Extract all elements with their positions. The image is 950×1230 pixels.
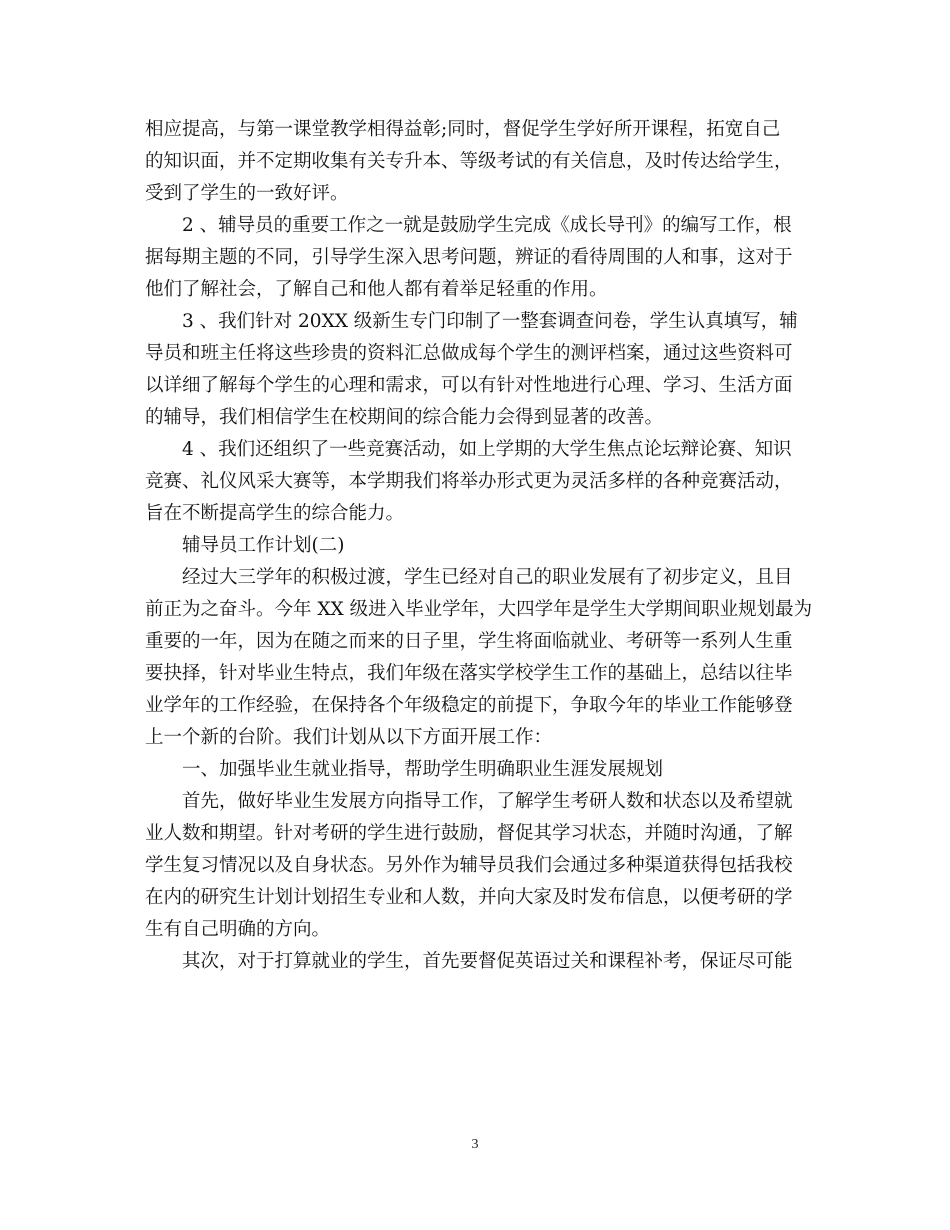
text-line: 经过大三学年的积极过渡，学生已经对自己的职业发展有了初步定义，且目 — [182, 567, 793, 588]
text-line: 导员和班主任将这些珍贵的资料汇总做成每个学生的测评档案，通过这些资料可 — [145, 343, 793, 364]
paragraph-item-2 — [145, 210, 805, 306]
text-line: 要抉择，针对毕业生特点，我们年级在落实学校学生工作的基础上，总结以往毕 — [145, 663, 793, 684]
paragraph-intro-continuation — [145, 114, 805, 210]
text-line: 受到了学生的一致好评。 — [145, 183, 349, 204]
text-line: 竞赛、礼仪风采大赛等，本学期我们将举办形式更为灵活多样的各种竞赛活动， — [145, 471, 793, 492]
text-line: 其次，对于打算就业的学生，首先要督促英语过关和课程补考，保证尽可能 — [182, 951, 793, 972]
text-line: 他们了解社会，了解自己和他人都有着举足轻重的作用。 — [145, 279, 608, 300]
text-line: 据每期主题的不同，引导学生深入思考问题，辨证的看待周围的人和事，这对于 — [145, 247, 793, 268]
paragraph-second-point — [145, 946, 805, 978]
text-line: 业人数和期望。针对考研的学生进行鼓励，督促其学习状态，并随时沟通，了解 — [145, 823, 793, 844]
paragraph-plan-intro — [145, 562, 813, 754]
paragraph-item-4 — [145, 434, 805, 530]
text-line: 生有自己明确的方向。 — [145, 919, 331, 940]
page-number: 3 — [471, 1137, 479, 1152]
text-line: 相应提高，与第一课堂教学相得益彰;同时，督促学生学好所开课程，拓宽自己 — [145, 119, 781, 140]
text-line: 上一个新的台阶。我们计划从以下方面开展工作： — [145, 727, 553, 748]
text-line: 的辅导，我们相信学生在校期间的综合能力会得到显著的改善。 — [145, 407, 664, 428]
heading-text: 辅导员工作计划(二) — [182, 535, 345, 556]
text-line: 在内的研究生计划计划招生专业和人数，并向大家及时发布信息，以便考研的学 — [145, 887, 793, 908]
text-line: 2 、辅导员的重要工作之一就是鼓励学生完成《成长导刊》的编写工作，根 — [182, 215, 792, 236]
text-line: 4 、我们还组织了一些竞赛活动，如上学期的大学生焦点论坛辩论赛、知识 — [182, 439, 792, 460]
text-line: 首先，做好毕业生发展方向指导工作，了解学生考研人数和状态以及希望就 — [182, 791, 793, 812]
text-line: 重要的一年，因为在随之而来的日子里，学生将面临就业、考研等一系列人生重 — [145, 631, 793, 652]
paragraph-first-point — [145, 786, 805, 946]
text-line: 3 、我们针对 20XX 级新生专门印制了一整套调查问卷，学生认真填写，辅 — [182, 311, 798, 332]
document-body — [145, 114, 813, 978]
text-line: 以详细了解每个学生的心理和需求，可以有针对性地进行心理、学习、生活方面 — [145, 375, 793, 396]
text-line: 的知识面，并不定期收集有关专升本、等级考试的有关信息，及时传达给学生， — [145, 151, 793, 172]
text-line: 学生复习情况以及自身状态。另外作为辅导员我们会通过多种渠道获得包括我校 — [145, 855, 793, 876]
section-heading-plan-two — [145, 530, 805, 562]
paragraph-item-3 — [145, 306, 805, 434]
heading-text: 一、加强毕业生就业指导，帮助学生明确职业生涯发展规划 — [182, 759, 664, 780]
text-line: 前正为之奋斗。今年 XX 级进入毕业学年，大四学年是学生大学期间职业规划最为 — [145, 599, 813, 620]
text-line: 旨在不断提高学生的综合能力。 — [145, 503, 405, 524]
section-heading-employment-guidance — [145, 754, 805, 786]
text-line: 业学年的工作经验，在保持各个年级稳定的前提下，争取今年的毕业工作能够登 — [145, 695, 793, 716]
